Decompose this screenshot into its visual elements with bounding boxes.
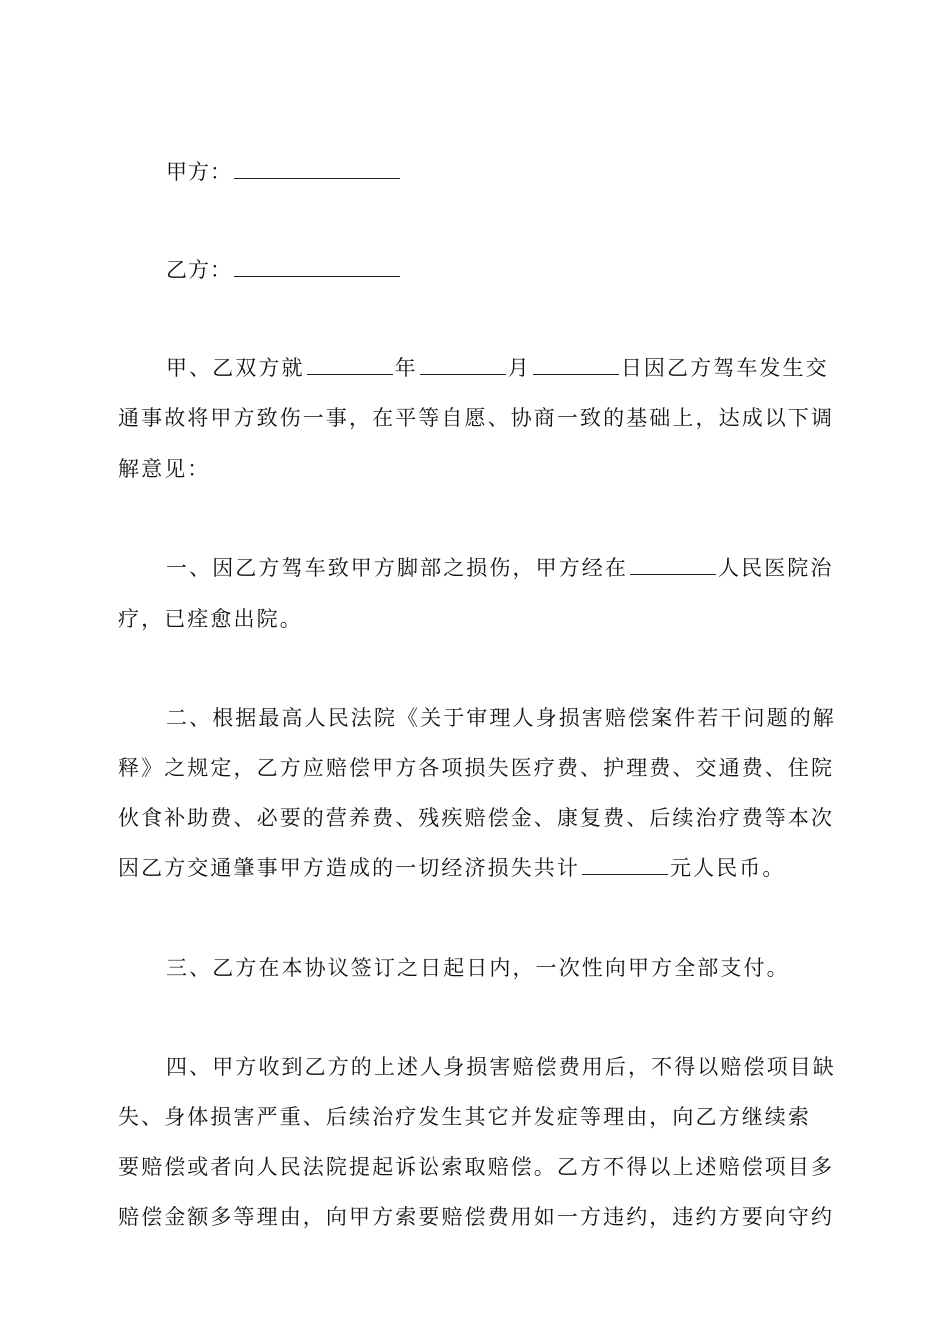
- day-blank: [533, 354, 619, 375]
- clause2-line-3: 伙食补助费、必要的营养费、残疾赔偿金、康复费、后续治疗费等本次: [118, 806, 835, 830]
- clause2-line-4: [118, 854, 838, 882]
- amount-blank: [582, 854, 668, 875]
- party-b-label: 乙方：: [166, 258, 232, 282]
- hospital-blank: [630, 554, 716, 575]
- clause3-line-1: 三、乙方在本协议签订之日起日内，一次性向甲方全部支付。: [166, 956, 790, 980]
- clause1-line-1: [166, 554, 838, 582]
- clause4-line-4: 赔偿金额多等理由，向甲方索要赔偿费用如一方违约，违约方要向守约: [118, 1205, 835, 1229]
- clause4-line-1: 四、甲方收到乙方的上述人身损害赔偿费用后，不得以赔偿项目缺: [166, 1055, 836, 1079]
- clause1-line-2: 疗，已痊愈出院。: [118, 607, 303, 631]
- party-a-blank: [234, 158, 400, 179]
- month-blank: [420, 354, 506, 375]
- clause1-text-a: 一、因乙方驾车致甲方脚部之损伤，甲方经在: [166, 556, 628, 580]
- intro-text-b: 年: [394, 356, 418, 380]
- clause1-text-b: 人民医院治: [718, 556, 834, 580]
- clause2-line-1: 二、根据最高人民法院《关于审理人身损害赔偿案件若干问题的解: [166, 706, 836, 730]
- party-a-line: [166, 158, 886, 186]
- intro-text-a: 甲、乙双方就: [166, 356, 305, 380]
- clause4-line-2: 失、身体损害严重、后续治疗发生其它并发症等理由，向乙方继续索: [118, 1105, 811, 1129]
- clause2-text-b: 元人民币。: [670, 856, 786, 880]
- clause2-text-a: 因乙方交通肇事甲方造成的一切经济损失共计: [118, 856, 580, 880]
- intro-text-c: 月: [507, 356, 531, 380]
- intro-text-d: 日因乙方驾车发生交: [620, 356, 829, 380]
- party-b-line: [166, 256, 886, 284]
- clause4-line-3: 要赔偿或者向人民法院提起诉讼索取赔偿。乙方不得以上述赔偿项目多: [118, 1155, 835, 1179]
- intro-line-3: 解意见：: [118, 457, 211, 481]
- party-a-label: 甲方：: [166, 160, 232, 184]
- clause2-line-2: 释》之规定，乙方应赔偿甲方各项损失医疗费、护理费、交通费、住院: [118, 756, 835, 780]
- party-b-blank: [234, 256, 400, 277]
- intro-line-2: 通事故将甲方致伤一事，在平等自愿、协商一致的基础上，达成以下调: [118, 406, 835, 430]
- year-blank: [307, 354, 393, 375]
- intro-line-1: [166, 354, 838, 382]
